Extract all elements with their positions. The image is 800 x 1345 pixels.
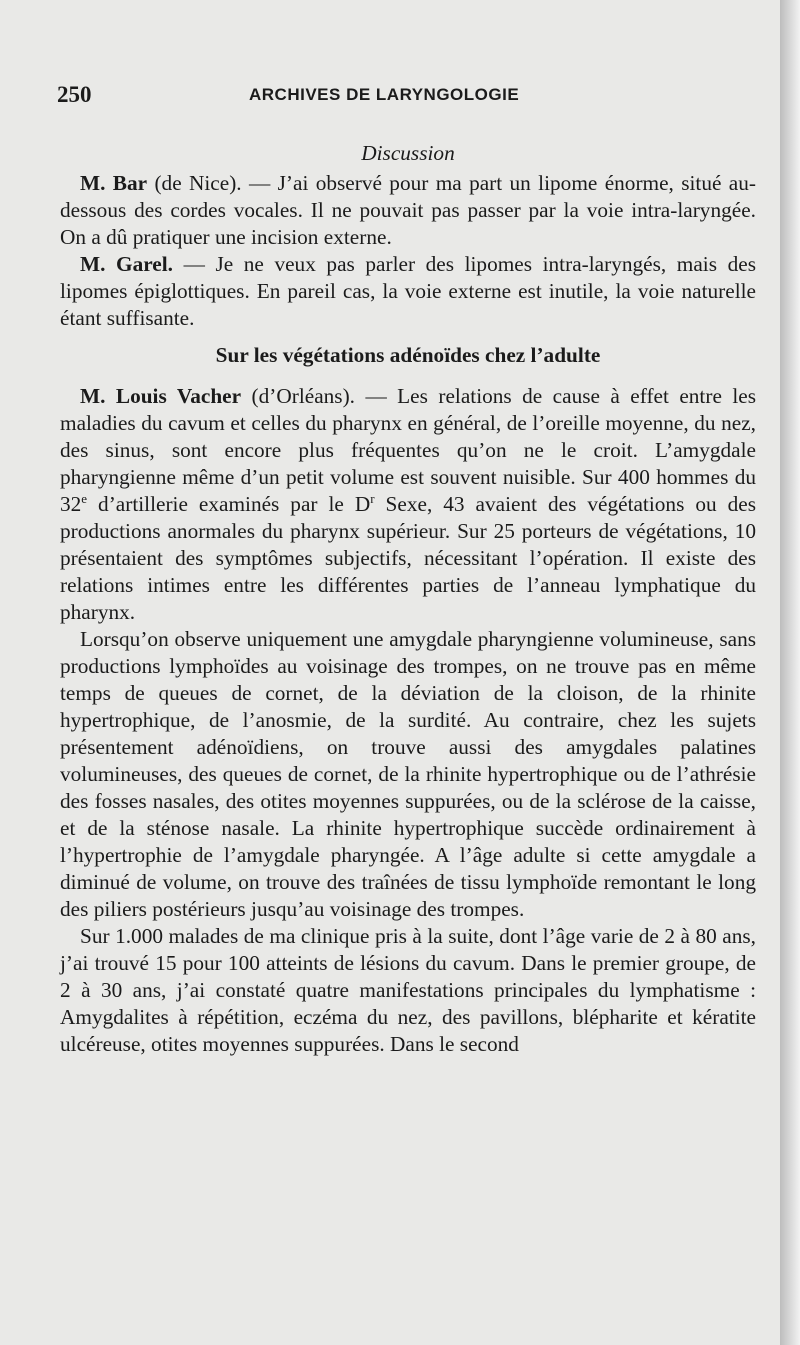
paragraph-vacher: [60, 383, 756, 626]
vacher-text-b: d’artillerie examinés par le D: [87, 492, 371, 516]
section-heading: Sur les végétations adénoïdes chez l’adulte: [215, 343, 601, 367]
paragraph-2: Lorsqu’on observe uniquement une amygdale pharyngienne volumineuse, sans productions lymphoïdes au voisinage des trompes, on ne trouve pas en même temps de queues de cornet, de la déviation de la cloison, de la rhinite hypertrophique, de l’anosmie, de la surdité. Au contraire, chez les sujets présentement adénoïdiens, on trouve aussi des amygdales palatines volumineuses, des queues de cornet, de la rhinite hypertrophique ou de l’athrésie des fosses nasales, des otites moyennes suppurées, ou de la sclérose de la caisse, et de la sténose nasale. La rhinite hypertrophique succède ordinairement à l’hypertrophie de l’amygdale pharyngée. A l’âge adulte si cette amygdale a diminué de volume, on trouve des traînées de tissu lymphoïde remontant le long des piliers postérieurs jusqu’au voisinage des trompes.: [60, 627, 756, 921]
speaker-bar: M. Bar: [80, 171, 148, 195]
paragraph-garel: [60, 251, 756, 332]
paragraph-3: Sur 1.000 malades de ma clinique pris à la suite, dont l’âge varie de 2 à 80 ans, j’ai trouvé 15 pour 100 atteints de lésions du cavum. Dans le premier groupe, de 2 à 30 ans, j’ai constaté quatre manifestations principales du lymphatisme : Amygdalites à répétition, eczéma du nez, des pavillons, blépharite et kératite ulcéreuse, otites moyennes suppurées. Dans le second: [60, 924, 756, 1056]
discussion-heading: Discussion: [361, 141, 455, 165]
page-header: [57, 82, 557, 112]
speaker-garel: M. Garel.: [80, 252, 173, 276]
garel-text: — Je ne veux pas parler des lipomes intra-laryngés, mais des lipomes épiglottiques. En pareil cas, la voie externe est inutile, la voie naturelle étant suffisante.: [60, 252, 756, 330]
page-number: 250: [57, 82, 92, 107]
superscript-r: r: [370, 490, 375, 506]
bar-text: (de Nice). — J’ai observé pour ma part un lipome énorme, situé au-dessous des cordes vocales. Il ne pouvait pas passer par la voie intra-laryngée. On a dû pratiquer une incision externe.: [60, 171, 756, 249]
vacher-text-c: Sexe, 43 avaient des végétations ou des productions anormales du pharynx supérieur. Sur 25 porteurs de végétations, 10 présentaient des symptômes subjectifs, nécessitant l’opération. Il existe des relations intimes entre les différentes parties de l’anneau lymphatique du pharynx.: [60, 492, 756, 624]
paragraph-bar: [60, 170, 756, 251]
running-title: ARCHIVES DE LARYNGOLOGIE: [249, 85, 520, 104]
body-text: [60, 140, 756, 1058]
page-edge: [780, 0, 800, 1345]
vacher-text-a: (d’Orléans). — Les relations de cause à effet entre les maladies du cavum et celles du pharynx en général, de l’oreille moyenne, du nez, des sinus, sont encore plus fréquentes qu’on ne le croit. L’amygdale pharyngienne même d’un petit volume est souvent nuisible. Sur 400 hommes du 32: [60, 384, 756, 516]
speaker-vacher: M. Louis Vacher: [80, 384, 242, 408]
superscript-e: e: [81, 490, 88, 506]
